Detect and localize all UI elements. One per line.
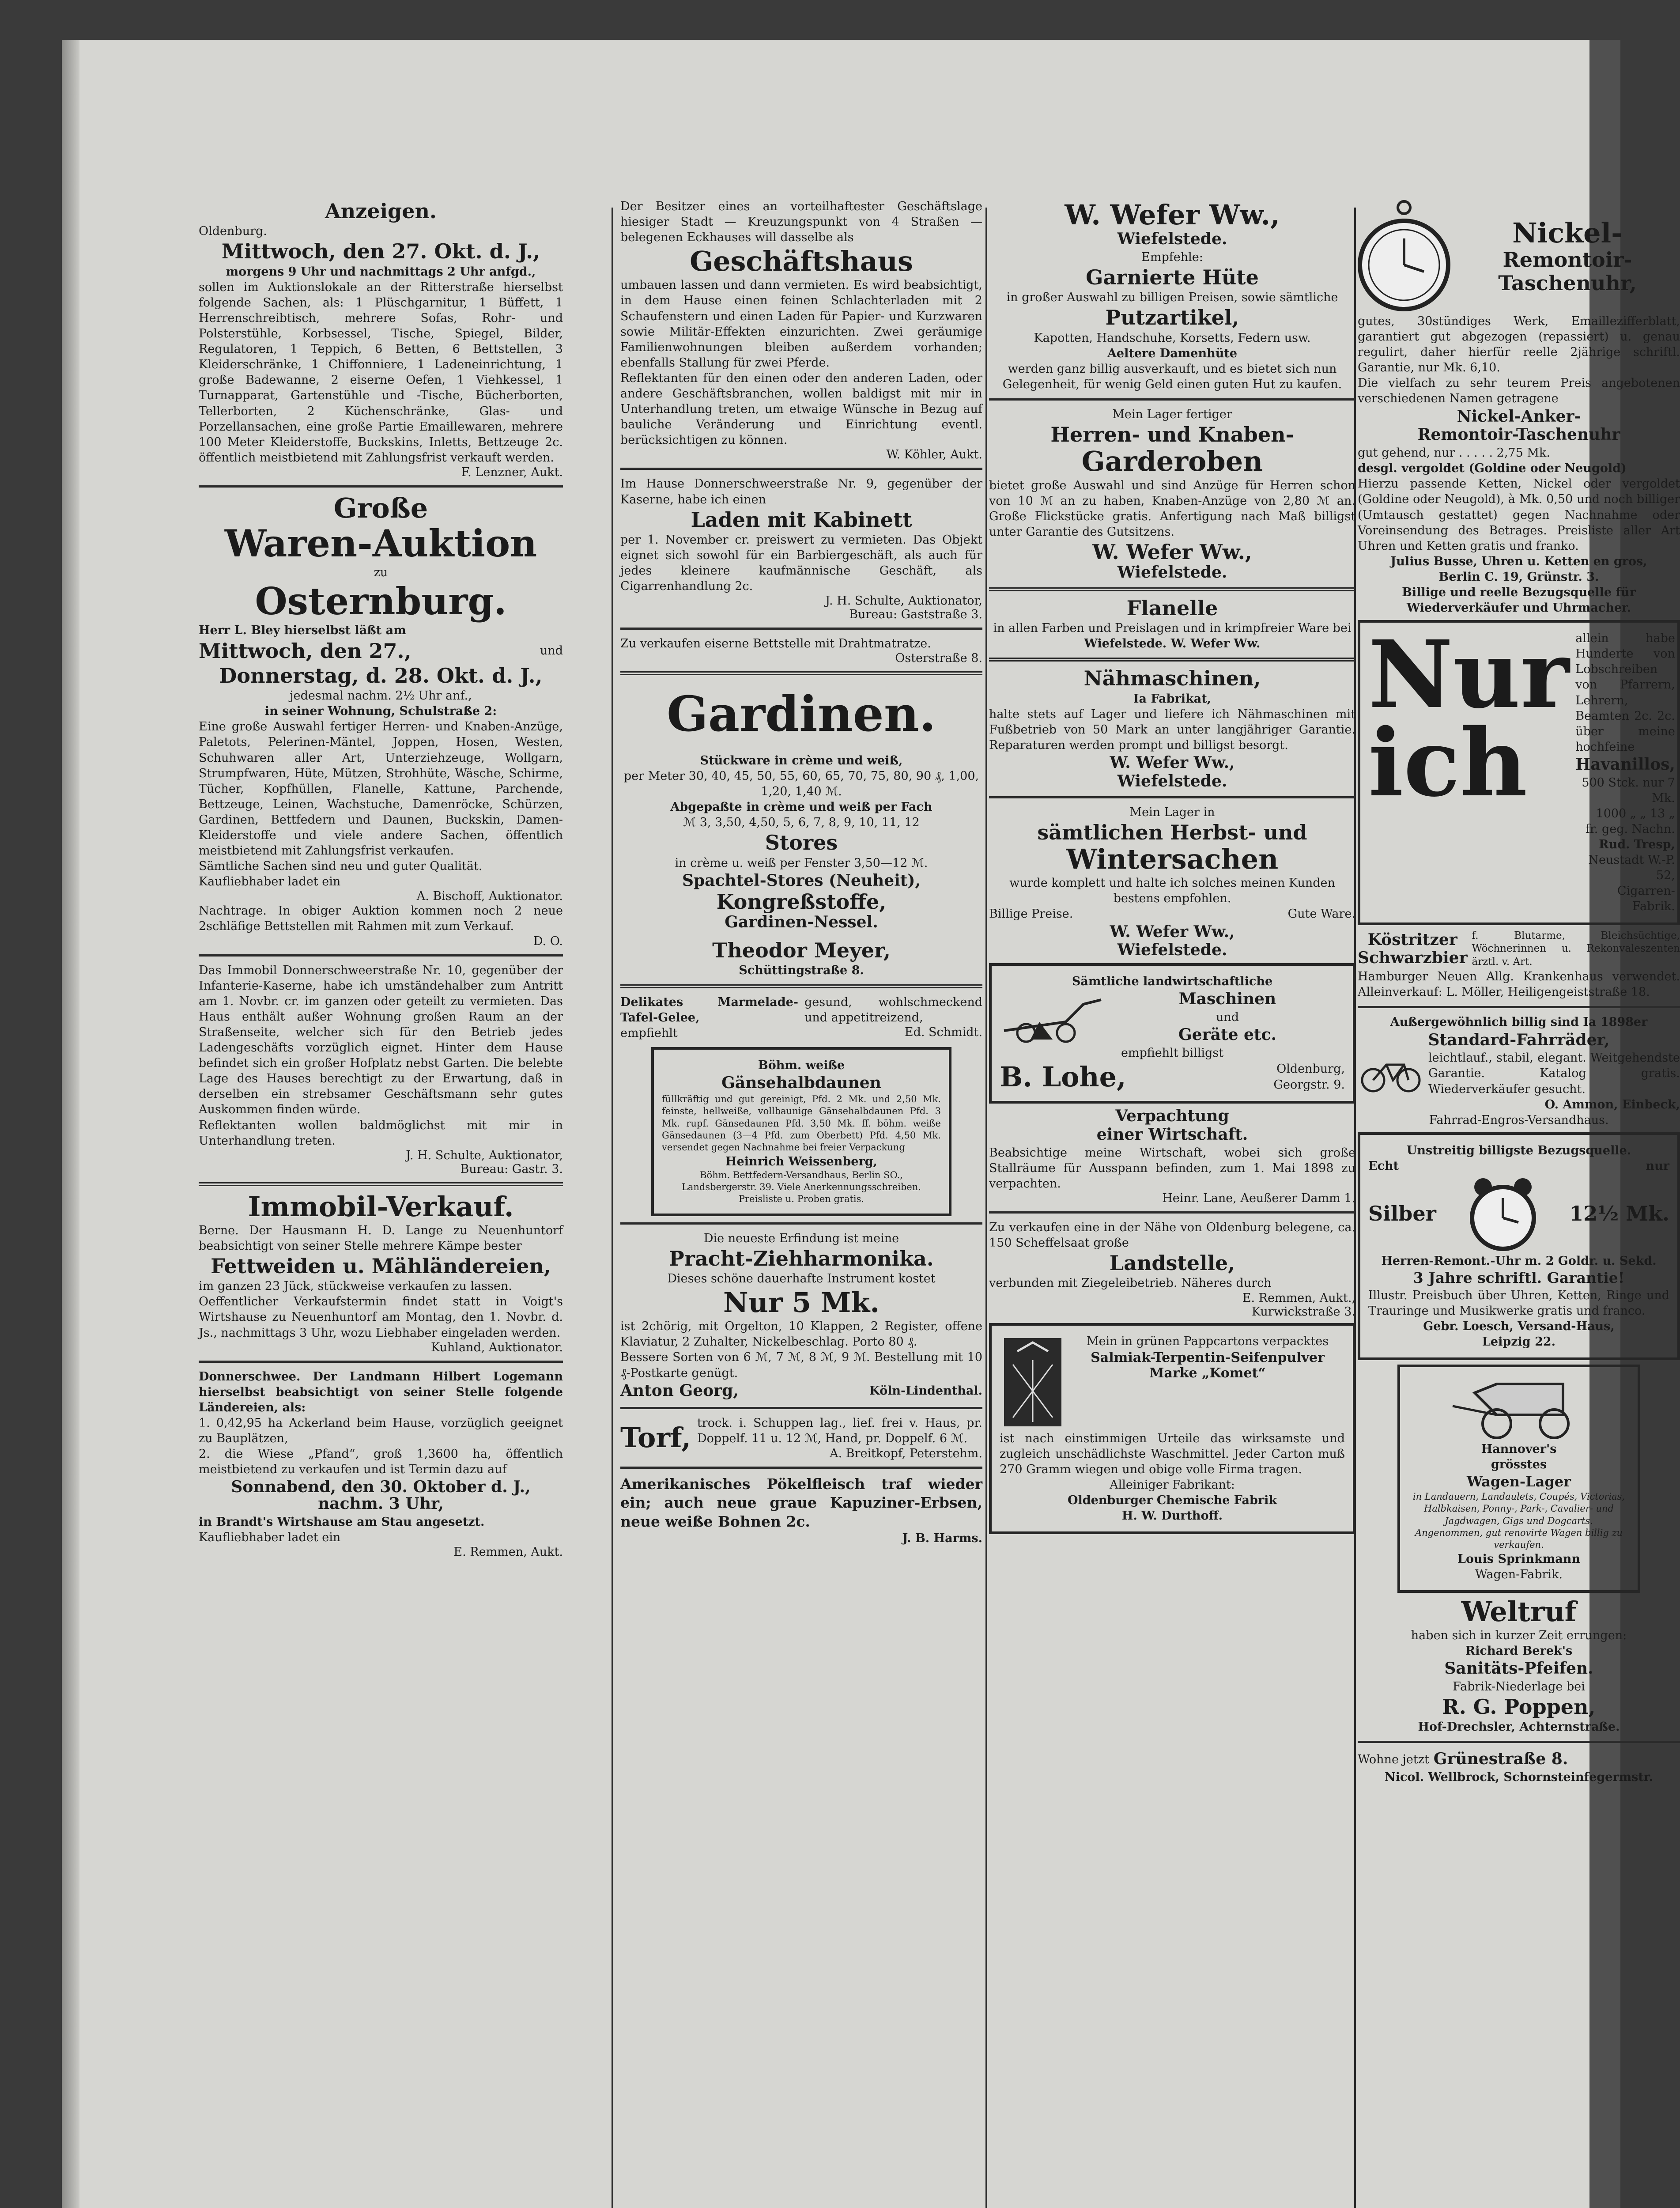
ad-body: halte stets auf Lager und liefere ich Nähmaschinen mit Fußbetrieb von 50 Mark an unter langjähriger Garantie. Reparaturen werden prompt und billigst besorgt. bbox=[989, 707, 1355, 752]
ad-price: 1000 „ „ 13 „ bbox=[1596, 806, 1675, 820]
ad-body: gutes, 30stündiges Werk, Emaillezifferblatt, garantiert gut abgezogen (repassiert) u. genau regulirt, daher hierfür reelle 2jährige schriftl. Garantie, nur Mk. 6,10. bbox=[1358, 314, 1680, 375]
ad-silberuhr bbox=[1358, 1132, 1680, 1361]
ad-text: 2. die Wiese „Pfand“, groß 1,3600 ha, öffentlich meistbietend zu verkaufen und ist Termin dazu auf bbox=[199, 1447, 563, 1477]
ad-title: Remontoir-Taschenuhr bbox=[1417, 425, 1620, 444]
ad-title: Osternburg. bbox=[255, 579, 507, 624]
ad-body: allein habe Hunderte von Lobschreiben von Pfarrern, Lehrern, Beamten 2c. 2c. über meine hochfeine bbox=[1575, 631, 1675, 754]
ad-auction-oldenburg bbox=[199, 223, 563, 479]
ad-signature: J. H. Schulte, Auktionator, bbox=[406, 1148, 563, 1162]
ad-signature: W. Köhler, Aukt. bbox=[886, 448, 982, 462]
ad-text: Dieses schöne dauerhafte Instrument kostet bbox=[667, 1272, 936, 1286]
ad-body: Die vielfach zu sehr teurem Preis angebotenen verschiedenen Namen getragene bbox=[1358, 376, 1680, 406]
ad-prices: in crème u. weiß per Fenster 3,50—12 ℳ. bbox=[675, 856, 928, 870]
ad-havanillos bbox=[1358, 620, 1680, 925]
ad-signature: F. Lenzner, Aukt. bbox=[461, 465, 563, 479]
ad-text: Böhm. weiße bbox=[758, 1059, 845, 1073]
carriage-icon bbox=[1448, 1375, 1589, 1441]
ad-text: Echt bbox=[1368, 1159, 1399, 1173]
ad-signature: E. Remmen, Aukt. bbox=[453, 1545, 563, 1559]
ad-date: Donnerstag, d. 28. Okt. d. J., bbox=[219, 663, 543, 688]
ad-address: Böhm. Bettfedern-Versandhaus, Berlin SO., Landsbergerstr. 39. Viele Anerkennungsschreiben. Preisliste u. Proben gratis. bbox=[681, 1169, 921, 1205]
ad-text: Wagen-Fabrik. bbox=[1475, 1567, 1563, 1581]
ad-title: Immobil-Verkauf. bbox=[248, 1190, 514, 1223]
ad-date: Mittwoch, den 27., bbox=[199, 639, 412, 663]
ad-title: Herren- und Knaben- bbox=[1050, 423, 1294, 447]
ad-intro: Herr L. Bley hierselbst läßt am bbox=[199, 624, 406, 638]
ad-body: Das Immobil Donnerschweerstraße Nr. 10, gegenüber der Infanterie-Kaserne, habe ich umständehalber zum Antritt am 1. Novbr. cr. im ganzen oder geteilt zu vermieten. Das Haus enthält außer Wohnung großen Raum an der Straßenseite, welcher sich für den Betrieb jedes Ladengeschäfts vorzüglich eignet. Hinter dem Hause befindet sich ein großer Hofplatz nebst Garten. Die belebte Lage des Hauses berechtigt zu der Erwartung, daß in derselben ein strebsamer Geschäftsmann sehr gutes Auskommen finden würde. bbox=[199, 963, 563, 1117]
divider bbox=[989, 587, 1355, 591]
ad-title: Putzartikel, bbox=[1105, 306, 1239, 330]
column-3 bbox=[989, 199, 1355, 2208]
ad-name: Heinrich Weissenberg, bbox=[725, 1154, 877, 1168]
ad-signature: Bureau: Gastr. 3. bbox=[460, 1162, 563, 1176]
ad-text: Delikates Marmelade-Tafel-Gelee, bbox=[620, 995, 798, 1025]
ad-text: Hof-Drechsler, Achternstraße. bbox=[1418, 1720, 1620, 1734]
ad-flanelle bbox=[989, 597, 1355, 651]
ad-gaensedaunen bbox=[651, 1047, 951, 1216]
ad-name: Anton Georg, bbox=[620, 1381, 739, 1400]
ad-text: im ganzen 23 Jück, stückweise verkaufen zu lassen. bbox=[199, 1279, 512, 1293]
ad-text: Zu verkaufen eine in der Nähe von Oldenburg belegene, ca. 150 Scheffelsaat große bbox=[989, 1220, 1355, 1250]
ad-text: Fahrrad-Engros-Versandhaus. bbox=[1429, 1113, 1609, 1127]
ad-text: Kaufliebhaber ladet ein bbox=[199, 1530, 341, 1544]
ad-name: Theodor Meyer, bbox=[712, 938, 891, 962]
ad-price: gut gehend, nur . . . . . 2,75 Mk. bbox=[1358, 446, 1550, 460]
ad-text: haben sich in kurzer Zeit errungen: bbox=[1411, 1628, 1627, 1642]
ad-laden-kabinett bbox=[620, 476, 982, 621]
ad-text: Zu verkaufen eiserne Bettstelle mit Drahtmatratze. bbox=[620, 637, 931, 651]
ad-name: W. Wefer Ww., bbox=[1110, 922, 1235, 941]
alarm-clock-icon bbox=[1463, 1174, 1543, 1253]
ad-body: leichtlauf., stabil, elegant. Weitgehendste Garantie. Katalog gratis. Wiederverkäufer gesucht. bbox=[1428, 1051, 1680, 1096]
ad-text: Hannover's bbox=[1481, 1442, 1557, 1456]
ad-address: Berlin C. 19, Grünstr. 3. bbox=[1438, 570, 1599, 584]
divider bbox=[620, 1467, 982, 1469]
ad-wellbrock bbox=[1358, 1749, 1680, 1785]
ad-immobil-verkauf bbox=[199, 1192, 563, 1354]
ad-title: sämtlichen Herbst- und bbox=[1037, 820, 1307, 844]
ad-title: Salmiak-Terpentin-Seifenpulver bbox=[1091, 1350, 1325, 1365]
divider bbox=[620, 628, 982, 630]
ad-signature: J. H. Schulte, Auktionator, bbox=[825, 594, 982, 608]
ad-body: Angenommen, gut renovirte Wagen billig zu verkaufen. bbox=[1415, 1527, 1623, 1550]
ad-text: Im Hause Donnerschweerstraße Nr. 9, gegenüber der Kaserne, habe ich einen bbox=[620, 477, 982, 507]
ad-big-word: ich bbox=[1368, 708, 1528, 817]
ad-title: Landstelle, bbox=[1109, 1251, 1235, 1275]
column-rule bbox=[985, 208, 987, 2208]
ad-marmelade bbox=[620, 994, 982, 1041]
divider bbox=[199, 1361, 563, 1363]
ad-title: Verpachtung bbox=[1115, 1107, 1229, 1126]
ad-title: Garnierte Hüte bbox=[1086, 265, 1259, 289]
ad-text: in großer Auswahl zu billigen Preisen, sowie sämtliche bbox=[1006, 291, 1338, 305]
ad-title: Standard-Fahrräder, bbox=[1428, 1030, 1610, 1049]
ad-text: in allen Farben und Preislagen und in krimpfreier Ware bei bbox=[993, 621, 1352, 635]
ad-body: verbunden mit Ziegeleibetrieb. Näheres durch bbox=[989, 1276, 1272, 1290]
column-rule bbox=[612, 208, 613, 2208]
ad-title: Gardinen-Nessel. bbox=[725, 912, 878, 931]
divider bbox=[620, 1407, 982, 1409]
page-spine bbox=[62, 40, 79, 2208]
ad-name: W. Wefer Ww., bbox=[1092, 540, 1252, 564]
divider bbox=[1358, 1741, 1680, 1743]
ad-landstelle bbox=[989, 1220, 1355, 1319]
ad-address: Leipzig 22. bbox=[1482, 1335, 1556, 1349]
ad-fahrraeder bbox=[1358, 1014, 1680, 1127]
pocket-watch-icon bbox=[1358, 199, 1450, 314]
bicycle-icon bbox=[1358, 1054, 1424, 1093]
ad-text: werden ganz billig ausverkauft, und es bietet sich nun Gelegenheit, für wenig Geld einen guten Hut zu kaufen. bbox=[1002, 362, 1342, 391]
ad-text: Oeffentlicher Verkaufstermin findet statt in Voigt's Wirtshause zu Neuenhuntorf am Montag, den 1. Novbr. d. Js., nachmittags 3 Uhr, wozu Liebhaber eingeladen werden. bbox=[199, 1295, 563, 1340]
ad-signature: Kuhland, Auktionator. bbox=[430, 1340, 563, 1354]
ad-name: W. Wefer Ww., bbox=[1065, 199, 1280, 231]
ad-address: Kurwickstraße 3. bbox=[1251, 1304, 1355, 1319]
ad-wefer-garderoben bbox=[989, 407, 1355, 581]
ad-title: Spachtel-Stores (Neuheit), bbox=[682, 871, 921, 890]
ad-body: Amerikanisches Pökelfleisch traf wieder ein; auch neue graue Kapuziner-Erbsen, neue weiße Bohnen 2c. bbox=[620, 1475, 982, 1531]
ad-prices: per Meter 30, 40, 45, 50, 55, 60, 65, 70, 75, 80, 90 ₰, 1,00, 1,20, 1,40 ℳ. bbox=[623, 769, 979, 799]
ad-text: Unstreitig billigste Bezugsquelle. bbox=[1406, 1143, 1631, 1157]
ad-bettstelle bbox=[620, 636, 982, 665]
ad-price: Nur 5 Mk. bbox=[723, 1286, 880, 1319]
ad-text: Mein Lager fertiger bbox=[1112, 408, 1232, 422]
ad-price: 500 Stck. nur 7 Mk. bbox=[1582, 775, 1675, 805]
ad-date: Sonnabend, den 30. Oktober d. J., nachm. 3 Uhr, bbox=[231, 1478, 531, 1513]
ad-text: 3 Jahre schriftl. Garantie! bbox=[1413, 1269, 1625, 1287]
ad-geschaeftshaus bbox=[620, 199, 982, 461]
ad-text: gesund, wohlschmeckend und appetitreizend, bbox=[804, 995, 982, 1025]
ad-text: Wohne jetzt bbox=[1358, 1752, 1429, 1766]
ad-title: Silber bbox=[1368, 1201, 1436, 1225]
ad-prices: ℳ 3, 3,50, 4,50, 5, 6, 7, 8, 9, 10, 11, 12 bbox=[683, 816, 920, 830]
divider bbox=[620, 1222, 982, 1225]
ad-title: Havanillos, bbox=[1575, 755, 1675, 774]
ad-body: Reflektanten für den einen oder den anderen Laden, oder andere Geschäftsbranchen, wollen baldigst mit mir in Unterhandlung treten, um etwaige Wünsche in Bezug auf bauliche Veränderung und Einrichtung eventl. berücksichtigen zu können. bbox=[620, 371, 982, 447]
ad-city: Wiefelstede. bbox=[1117, 563, 1227, 582]
ad-title: Laden mit Kabinett bbox=[691, 507, 912, 532]
ad-text: und bbox=[1216, 1010, 1239, 1024]
ad-text: Außergewöhnlich billig sind Ia 1898er bbox=[1390, 1015, 1648, 1029]
ad-title: Marke „Komet“ bbox=[1149, 1365, 1266, 1381]
ad-title: Nickel-Anker- bbox=[1457, 407, 1581, 426]
ad-name: Louis Sprinkmann bbox=[1457, 1552, 1580, 1566]
ad-immobil-donnerschwee bbox=[199, 963, 563, 1176]
ad-place: in seiner Wohnung, Schulstraße 2: bbox=[264, 704, 497, 718]
ad-name: R. G. Poppen, bbox=[1442, 1694, 1596, 1719]
ad-title: Geräte etc. bbox=[1178, 1025, 1276, 1044]
ad-title: Geschäftshaus bbox=[690, 245, 913, 278]
ad-title: Wagen-Lager bbox=[1467, 1473, 1571, 1490]
ad-price: 12½ Mk. bbox=[1569, 1201, 1669, 1225]
ad-text: Herren-Remont.-Uhr m. 2 Goldr. u. Sekd. bbox=[1381, 1254, 1657, 1268]
ad-body: trock. i. Schuppen lag., lief. frei v. Haus, pr. Doppelf. 11 u. 12 ℳ, Hand, pr. Doppelf. 6 ℳ. bbox=[697, 1416, 982, 1446]
ad-place: in Brandt's Wirtshause am Stau angesetzt. bbox=[199, 1515, 485, 1529]
ad-place: Oldenburg. bbox=[199, 224, 267, 238]
ad-body: Hamburger Neuen Allg. Krankenhaus verwendet. Alleinverkauf: L. Möller, Heiligengeiststraße 18. bbox=[1358, 970, 1680, 999]
ad-title: Maschinen bbox=[1178, 990, 1276, 1009]
ad-text: Sämtliche Sachen sind neu und guter Qualität. bbox=[199, 859, 483, 873]
ad-body: in Landauern, Landaulets, Coupés, Victorias, Halbkaisen, Ponny-, Park-, Cavalier- und Jagdwagen, Gigs und Dogcarts. bbox=[1412, 1491, 1625, 1526]
ad-text: f. Blutarme, Bleichsüchtige, Wöchnerinnen u. Rekonvaleszenten ärztl. v. Art. bbox=[1472, 930, 1680, 968]
ad-body: Eine große Auswahl fertiger Herren- und Knaben-Anzüge, Paletots, Pelerinen-Mäntel, Joppen, Hosen, Westen, Schuhwaren aller Art, Unterziehzeuge, Wollgarn, Strumpfwaren, Hüte, Mützen, Strohhüte, Wäsche, Schirme, Tücher, Kopfhüllen, Flanelle, Kattune, Parchende, Bettzeuge, Leinen, Wachstuche, Damenröcke, Schürzen, Gardinen, Bettfedern und Daunen, Buckskin, Damen-Kleiderstoffe und viele andere Sachen, öffentlich meistbietend mit Zahlungsfrist verkaufen. bbox=[199, 720, 563, 858]
ad-wagen-lager bbox=[1397, 1365, 1640, 1592]
ad-text: Alleiniger Fabrikant: bbox=[1110, 1478, 1235, 1492]
ad-text: nur bbox=[1646, 1159, 1669, 1173]
ad-laendereien bbox=[199, 1369, 563, 1559]
ad-poekelfleisch bbox=[620, 1475, 982, 1546]
ad-torf bbox=[620, 1415, 982, 1460]
section-heading: Anzeigen. bbox=[325, 199, 437, 223]
ad-title: Weltruf bbox=[1461, 1595, 1577, 1628]
ad-title: Grünestraße 8. bbox=[1433, 1750, 1568, 1769]
divider bbox=[199, 1182, 563, 1186]
ad-text: Aeltere Damenhüte bbox=[1107, 346, 1238, 360]
ad-title: Pracht-Ziehharmonika. bbox=[669, 1246, 934, 1270]
ad-title: Garderoben bbox=[1081, 445, 1263, 478]
ad-name: Julius Busse, Uhren u. Ketten en gros, bbox=[1390, 554, 1647, 568]
ad-body: wurde komplett und halte ich solches meinen Kunden bestens empfohlen. bbox=[1009, 876, 1335, 906]
ad-title: Kongreßstoffe, bbox=[716, 889, 887, 914]
divider bbox=[989, 796, 1355, 798]
ad-verpachtung bbox=[989, 1108, 1355, 1205]
ad-text: Empfehle: bbox=[1141, 250, 1203, 264]
ad-signature: Heinr. Lane, Aeußerer Damm 1. bbox=[1162, 1191, 1355, 1205]
ad-wintersachen bbox=[989, 805, 1355, 959]
ad-title: Stores bbox=[765, 831, 838, 855]
ad-taschenuhr bbox=[1358, 199, 1680, 616]
ad-title: Wintersachen bbox=[1066, 843, 1279, 876]
ad-body: füllkräftig und gut gereinigt, Pfd. 2 Mk. und 2,50 Mk. feinste, hellweiße, vollbaunige Gänsehalbdaunen Pfd. 3 Mk. rupf. Gänsedaunen Pfd. 3,50 Mk. ff. böhm. weiße Gänsedaunen (3—4 Pfd. zum Oberbett) Pfd. 4,50 Mk. versendet gegen Nachnahme bei freier Verpackung bbox=[662, 1094, 941, 1153]
ad-signature: Nicol. Wellbrock, Schornsteinfegermstr. bbox=[1385, 1770, 1653, 1785]
ad-name: Rud. Tresp, bbox=[1599, 838, 1675, 852]
ad-text: Nachtrage. In obiger Auktion kommen noch 2 neue 2schläfige Bettstellen mit Rahmen mit zum Verkauf. bbox=[199, 904, 563, 934]
ad-text: Reflektanten wollen baldmöglichst mit mir in Unterhandlung treten. bbox=[199, 1118, 563, 1148]
ad-signature: Bureau: Gaststraße 3. bbox=[849, 608, 982, 622]
ad-text: grösstes bbox=[1491, 1458, 1547, 1472]
ad-naehmaschinen bbox=[989, 668, 1355, 790]
divider bbox=[989, 658, 1355, 662]
ad-time: morgens 9 Uhr und nachmittags 2 Uhr anfgd., bbox=[226, 265, 536, 279]
ad-title: Nickel- bbox=[1512, 217, 1623, 250]
plough-icon bbox=[1000, 991, 1106, 1044]
ad-address: Neustadt W.-P. 52, bbox=[1588, 853, 1675, 883]
ad-body: Berne. Der Hausmann H. D. Lange zu Neuenhuntorf beabsichtigt von seiner Stelle mehrere Kämpe bester bbox=[199, 1223, 563, 1253]
ad-city: Wiefelstede. bbox=[1117, 941, 1227, 960]
ad-title: Remontoir- bbox=[1503, 248, 1632, 272]
ad-weltruf bbox=[1358, 1597, 1680, 1735]
ad-signature: A. Breitkopf, Peterstehm. bbox=[830, 1446, 982, 1460]
ad-body: bietet große Auswahl und sind Anzüge für Herren schon von 10 ℳ an zu haben, Knaben-Anzüge von 2,80 ℳ an. Große Flickstücke gratis. Anfertigung nach Maß billigst unter Garantie des Gutsitzens. bbox=[989, 478, 1355, 539]
ad-body: per 1. November cr. preiswert zu vermieten. Das Objekt eignet sich sowohl für ein Barbiergeschäft, als auch für jedes kleinere kaufmännische Geschäft, als Cigarrenhandlung 2c. bbox=[620, 533, 982, 594]
ad-body: Illustr. Preisbuch über Uhren, Ketten, Ringe und Trauringe und Musikwerke gratis und franco. bbox=[1368, 1288, 1669, 1318]
ad-city: Wiefelstede. bbox=[1117, 230, 1227, 249]
ad-body: ist 2chörig, mit Orgelton, 10 Klappen, 2 Register, offene Klaviatur, 2 Zuhalter, Nickelbeschlag. Porto 80 ₰. bbox=[620, 1320, 982, 1349]
ad-body: ist nach einstimmigen Urteile das wirksamste und zugleich unschädlichste Waschmittel. Jeder Carton muß 270 Gramm wiegen und obige volle Firma tragen. bbox=[1000, 1431, 1345, 1476]
ad-title: Nähmaschinen, bbox=[1084, 666, 1261, 691]
divider bbox=[989, 1211, 1355, 1214]
ad-text: Mein Lager in bbox=[1129, 805, 1215, 819]
divider bbox=[989, 398, 1355, 401]
ad-text: Sämtliche landwirtschaftliche bbox=[1072, 975, 1273, 989]
ad-lohe-maschinen bbox=[989, 963, 1355, 1104]
ad-schwarzbier bbox=[1358, 930, 1680, 1000]
ad-subtitle: Stückware in crème und weiß, bbox=[700, 753, 903, 768]
ad-wefer-huete bbox=[989, 200, 1355, 392]
ad-signature: J. B. Harms. bbox=[902, 1531, 982, 1546]
ad-body: Beabsichtige meine Wirtschaft, wobei sich große Stallräume für Ausspann befinden, zum 1. Mai 1898 zu verpachten. bbox=[989, 1146, 1355, 1191]
ad-title: Große bbox=[333, 492, 428, 524]
ad-body: Donnerschwee. Der Landmann Hilbert Logemann hierselbst beabsichtigt von seiner Stelle folgende Ländereien, als: bbox=[199, 1369, 563, 1414]
ad-body: Hierzu passende Ketten, Nickel oder vergoldet (Goldine oder Neugold), à Mk. 0,50 und noch billiger (Umtausch gestattet) gegen Nachnahme oder Voreinsendung des Betrages. Preisliste aller Art Uhren und Ketten gratis und franko. bbox=[1358, 477, 1680, 553]
ad-text: Cigarren-Fabrik. bbox=[1617, 884, 1675, 914]
column-2 bbox=[620, 199, 982, 2208]
ad-text: Mein in grünen Pappcartons verpacktes bbox=[1086, 1334, 1329, 1348]
ad-title: Fettweiden u. Mähländereien, bbox=[211, 1254, 551, 1278]
ad-signature: Osterstraße 8. bbox=[895, 651, 982, 665]
ad-title: Gardinen. bbox=[666, 685, 936, 743]
divider bbox=[620, 984, 982, 988]
column-4 bbox=[1358, 199, 1680, 2208]
ad-gardinen bbox=[620, 685, 982, 978]
ad-date: Mittwoch, den 27. Okt. d. J., bbox=[221, 239, 540, 264]
ad-text: Gute Ware. bbox=[1287, 907, 1355, 921]
ad-name: Gebr. Loesch, Versand-Haus, bbox=[1423, 1320, 1615, 1334]
ad-title: Flanelle bbox=[1126, 596, 1218, 620]
ad-subtitle: Ia Fabrikat, bbox=[1133, 692, 1212, 706]
ad-signature: D. O. bbox=[533, 934, 563, 948]
ad-text: Billige Preise. bbox=[989, 907, 1073, 921]
ad-city: Köln-Lindenthal. bbox=[869, 1384, 982, 1398]
ad-address: Schüttingstraße 8. bbox=[739, 963, 864, 977]
ad-title: Gänsehalbdaunen bbox=[721, 1074, 881, 1093]
ad-seifenpulver bbox=[989, 1323, 1355, 1535]
ad-waren-auktion bbox=[199, 494, 563, 948]
ad-city: Oldenburg, bbox=[1276, 1062, 1345, 1076]
ad-city: Wiefelstede. bbox=[1117, 771, 1227, 790]
divider bbox=[620, 671, 982, 675]
ad-text: Abgepaßte in crème und weiß per Fach bbox=[670, 800, 932, 814]
ad-body: sollen im Auktionslokale an der Ritterstraße hierselbst folgende Sachen, als: 1 Plüschgarnitur, 1 Büffett, 1 Herrenschreibtisch, mehrere Sofas, Rohr- und Polsterstühle, Korbsessel, Tische, Spiegel, Bilder, Regulatoren, 1 Teppich, 6 Betten, 6 Bettstellen, 3 Kleiderschränke, 1 Chiffonniere, 1 Ladeneinrichtung, 1 große Badewanne, 2 eiserne Oefen, 1 Viehkessel, 1 Turnapparat, Gartenstühle und -Tische, Bücherborten, Tellerborten, 2 Küchenschränke, Glas- und Porzellansachen, eine große Partie Emaillewaren, mehrere 100 Meter Kleiderstoffe, Buckskins, Inletts, Bettzeuge 2c. öffentlich meistbietend mit Zahlungsfrist verkauft werden. bbox=[199, 280, 563, 465]
ad-name: W. Wefer Ww., bbox=[1110, 753, 1235, 772]
newspaper-page bbox=[62, 40, 1680, 2208]
ad-text: Fabrik-Niederlage bei bbox=[1453, 1679, 1585, 1694]
column-1 bbox=[199, 199, 563, 2208]
ad-name: Oldenburger Chemische Fabrik bbox=[1067, 1493, 1277, 1507]
ad-text: Die neueste Erfindung ist meine bbox=[703, 1231, 899, 1245]
ad-ziehharmonika bbox=[620, 1231, 982, 1401]
ad-name: H. W. Durthoff. bbox=[1121, 1509, 1223, 1523]
divider bbox=[1358, 1006, 1680, 1008]
ad-body: Bessere Sorten von 6 ℳ, 7 ℳ, 8 ℳ, 9 ℳ. Bestellung mit 10 ₰-Postkarte genügt. bbox=[620, 1350, 982, 1380]
soap-package-icon bbox=[1000, 1334, 1066, 1431]
ad-text: empfiehlt bbox=[620, 1026, 678, 1040]
ad-text: und bbox=[540, 644, 563, 658]
ad-signature: Wiefelstede. W. Wefer Ww. bbox=[1084, 637, 1261, 651]
divider bbox=[620, 468, 982, 470]
ad-text: empfiehlt billigst bbox=[1121, 1046, 1224, 1060]
ad-name: B. Lohe, bbox=[1000, 1060, 1126, 1093]
ad-signature: Ed. Schmidt. bbox=[904, 1025, 982, 1040]
ad-signature: E. Remmen, Aukt., bbox=[1242, 1291, 1355, 1305]
ad-text: fr. geg. Nachn. bbox=[1585, 822, 1675, 836]
ad-text: Kaufliebhaber ladet ein bbox=[199, 875, 341, 889]
ad-price: desgl. vergoldet (Goldine oder Neugold) bbox=[1358, 461, 1627, 476]
ad-text: Billige und reelle Bezugsquelle für Wiederverkäufer und Uhrmacher. bbox=[1402, 586, 1636, 615]
ad-title: Köstritzer bbox=[1367, 930, 1457, 949]
ad-title: Sanitäts-Pfeifen. bbox=[1444, 1659, 1593, 1678]
ad-title: Torf, bbox=[620, 1422, 691, 1454]
ad-address: Georgstr. 9. bbox=[1273, 1078, 1345, 1092]
ad-text: Kapotten, Handschuhe, Korsetts, Federn usw. bbox=[1034, 331, 1311, 345]
ad-title: Taschenuhr, bbox=[1498, 271, 1637, 295]
ad-text: zu bbox=[374, 566, 388, 580]
ad-name: Richard Berek's bbox=[1465, 1644, 1573, 1658]
ad-title: Waren-Auktion bbox=[224, 522, 537, 565]
ad-body: Der Besitzer eines an vorteilhaftester Geschäftslage hiesiger Stadt — Kreuzungspunkt von 4 Straßen — belegenen Eckhauses will dasselbe als bbox=[620, 200, 982, 245]
divider bbox=[199, 485, 563, 488]
divider bbox=[199, 954, 563, 957]
ad-time: jedesmal nachm. 2½ Uhr anf., bbox=[290, 689, 472, 703]
ad-body: umbauen lassen und dann vermieten. Es wird beabsichtigt, in dem Hause einen feinen Schlachterladen mit 2 Schaufenstern und einen Laden für Papier- und Kurzwaren sowie Militär-Effekten einzurichten. Zwei geräumige Familienwohnungen bleiben außerdem vorhanden; ebenfalls Stallung für zwei Pferde. bbox=[620, 278, 982, 370]
ad-text: 1. 0,42,95 ha Ackerland beim Hause, vorzüglich geeignet zu Bauplätzen, bbox=[199, 1416, 563, 1446]
ad-title: Schwarzbier bbox=[1358, 949, 1468, 968]
ad-name: O. Ammon, Einbeck, bbox=[1544, 1097, 1680, 1112]
ad-big-word: Nur bbox=[1368, 620, 1570, 730]
ad-title: einer Wirtschaft. bbox=[1096, 1125, 1248, 1144]
ad-signature: A. Bischoff, Auktionator. bbox=[416, 889, 563, 904]
